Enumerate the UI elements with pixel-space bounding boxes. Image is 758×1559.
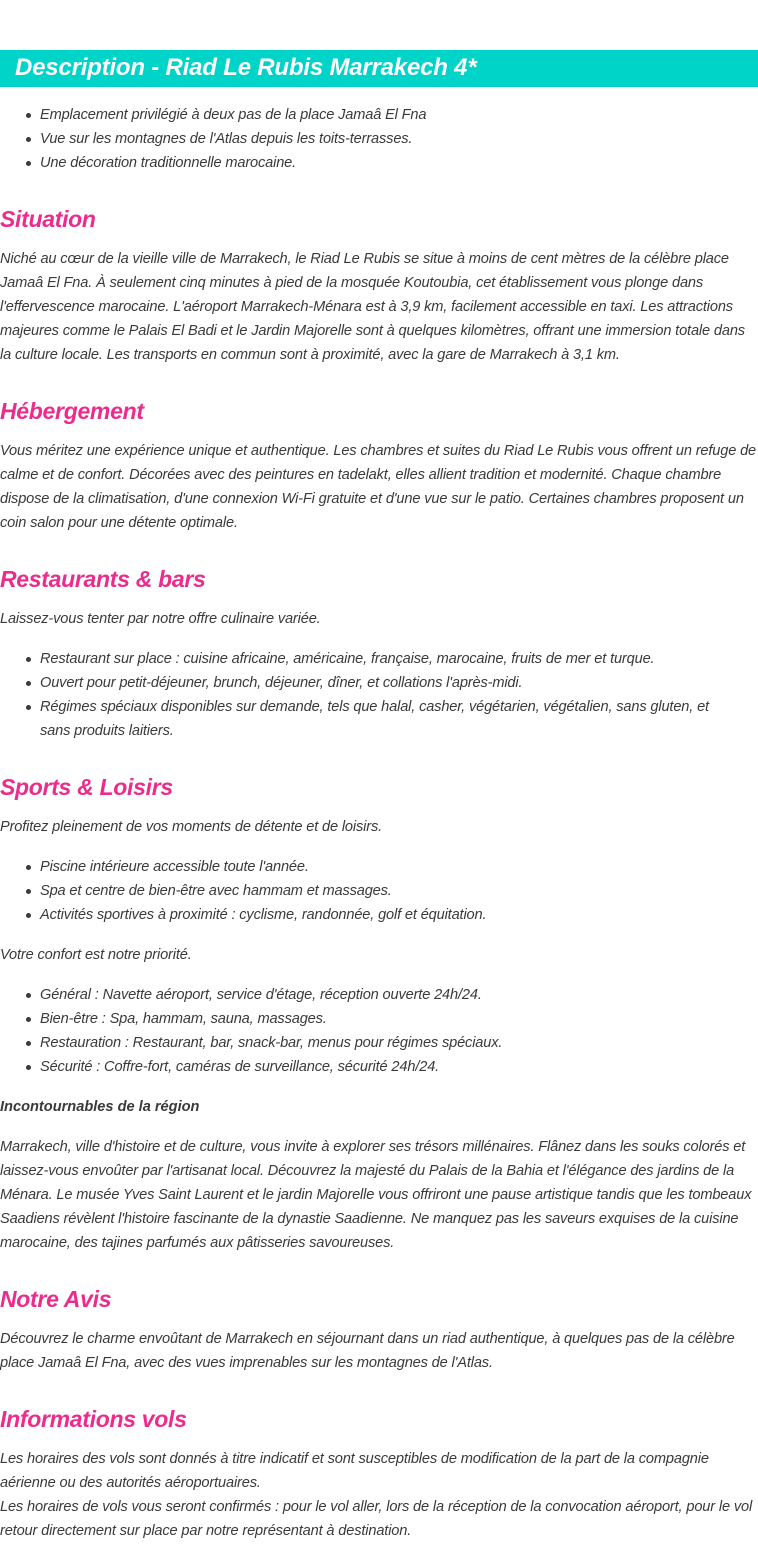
vols-text-1: Les horaires des vols sont donnés à titre indicatif et sont susceptibles de modification de la part de la compagnie aérienne ou des autorités aéroportuaires. bbox=[0, 1451, 709, 1491]
list-item: Bien-être : Spa, hammam, sauna, massages. bbox=[0, 1007, 758, 1031]
vols-text-2: Les horaires de vols vous seront confirmés : pour le vol aller, lors de la réception de la convocation aéroport, pour le vol retour directement sur place par notre représentant à destination. bbox=[0, 1499, 753, 1539]
list-item: Ouvert pour petit-déjeuner, brunch, déjeuner, dîner, et collations l'après-midi. bbox=[0, 671, 720, 695]
confort-intro: Votre confort est notre priorité. bbox=[0, 947, 192, 963]
restaurants-intro: Laissez-vous tenter par notre offre culinaire variée. bbox=[0, 611, 321, 627]
list-item: Restauration : Restaurant, bar, snack-bar, menus pour régimes spéciaux. bbox=[0, 1031, 758, 1055]
list-item: Vue sur les montagnes de l'Atlas depuis les toits-terrasses. bbox=[0, 127, 758, 151]
list-item: Piscine intérieure accessible toute l'année. bbox=[0, 855, 758, 879]
vols-heading: Informations vols bbox=[0, 1406, 187, 1432]
list-item: Général : Navette aéroport, service d'étage, réception ouverte 24h/24. bbox=[0, 983, 758, 1007]
sports-heading: Sports & Loisirs bbox=[0, 774, 173, 800]
situation-heading: Situation bbox=[0, 206, 96, 232]
highlights-list bbox=[0, 103, 758, 175]
title-banner bbox=[0, 50, 758, 87]
restaurants-heading: Restaurants & bars bbox=[0, 566, 206, 592]
list-item: Régimes spéciaux disponibles sur demande, tels que halal, casher, végétarien, végétalien, sans gluten, et sans produits laitiers. bbox=[0, 695, 720, 743]
sports-list bbox=[0, 855, 758, 927]
avis-text: Découvrez le charme envoûtant de Marrakech en séjournant dans un riad authentique, à quelques pas de la célèbre place Jamaâ El Fna, avec des vues imprenables sur les montagnes de l'Atlas. bbox=[0, 1331, 735, 1371]
list-item: Activités sportives à proximité : cyclisme, randonnée, golf et équitation. bbox=[0, 903, 758, 927]
incontournables-label: Incontournables de la région bbox=[0, 1099, 200, 1115]
avis-heading: Notre Avis bbox=[0, 1286, 112, 1312]
sports-intro: Profitez pleinement de vos moments de détente et de loisirs. bbox=[0, 819, 382, 835]
situation-text: Niché au cœur de la vieille ville de Marrakech, le Riad Le Rubis se situe à moins de cent mètres de la célèbre place Jamaâ El Fna. À seulement cinq minutes à pied de la mosquée Koutoubia, cet établissement vous plonge dans l'effervescence marocaine. L'aéroport Marrakech-Ménara est à 3,9 km, facilement accessible en taxi. Les attractions majeures comme le Palais El Badi et le Jardin Majorelle sont à quelques kilomètres, offrant une immersion totale dans la culture locale. Les transports en commun sont à proximité, avec la gare de Marrakech à 3,1 km. bbox=[0, 251, 745, 363]
list-item: Sécurité : Coffre-fort, caméras de surveillance, sécurité 24h/24. bbox=[0, 1055, 758, 1079]
list-item: Une décoration traditionnelle marocaine. bbox=[0, 151, 758, 175]
list-item: Restaurant sur place : cuisine africaine, américaine, française, marocaine, fruits de mer et turque. bbox=[0, 647, 720, 671]
incontournables-text: Marrakech, ville d'histoire et de culture, vous invite à explorer ses trésors millénaires. Flânez dans les souks colorés et laissez-vous envoûter par l'artisanat local. Découvrez la majesté du Palais de la Bahia et l'élégance des jardins de la Ménara. Le musée Yves Saint Laurent et le jardin Majorelle vous offriront une pause artistique tandis que les tombeaux Saadiens révèlent l'histoire fascinante de la dynastie Saadienne. Ne manquez pas les saveurs exquises de la cuisine marocaine, des tajines parfumés aux pâtisseries savoureuses. bbox=[0, 1139, 752, 1251]
page-title: Description - Riad Le Rubis Marrakech 4* bbox=[15, 54, 477, 81]
hebergement-text: Vous méritez une expérience unique et authentique. Les chambres et suites du Riad Le Rubis vous offrent un refuge de calme et de confort. Décorées avec des peintures en tadelakt, elles allient tradition et modernité. Chaque chambre dispose de la climatisation, d'une connexion Wi-Fi gratuite et d'une vue sur le patio. Certaines chambres proposent un coin salon pour une détente optimale. bbox=[0, 443, 757, 531]
hebergement-heading: Hébergement bbox=[0, 398, 144, 424]
list-item: Emplacement privilégié à deux pas de la place Jamaâ El Fna bbox=[0, 103, 758, 127]
list-item: Spa et centre de bien-être avec hammam et massages. bbox=[0, 879, 758, 903]
confort-list bbox=[0, 983, 758, 1079]
restaurants-list bbox=[0, 647, 720, 743]
